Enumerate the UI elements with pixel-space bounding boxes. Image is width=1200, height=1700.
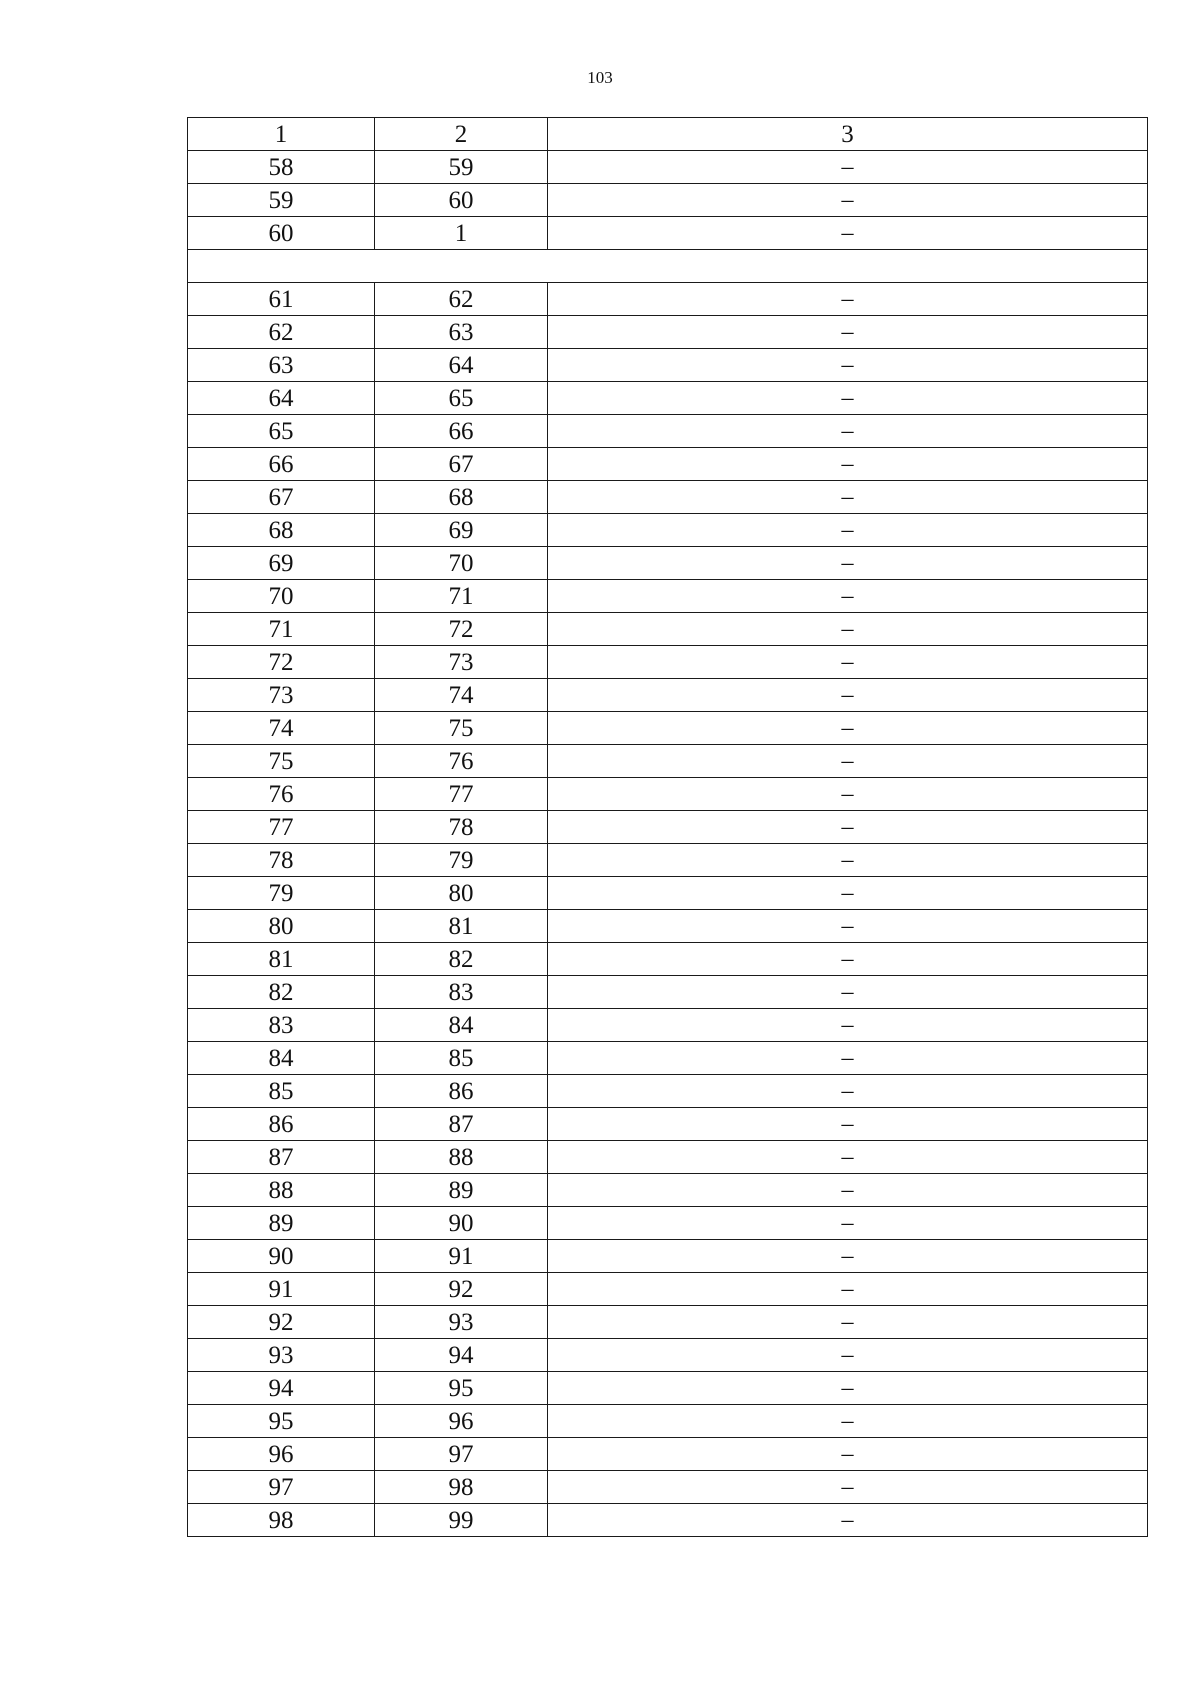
- table-cell-col-1: 71: [188, 613, 375, 646]
- table-row: [188, 1207, 1148, 1240]
- table-row: [188, 1141, 1148, 1174]
- table-cell-col-3: –: [548, 1042, 1148, 1075]
- table-row: [188, 382, 1148, 415]
- column-header-1: 1: [188, 118, 375, 151]
- table-cell-col-1: 90: [188, 1240, 375, 1273]
- table-cell-col-3: –: [548, 1372, 1148, 1405]
- table-cell-col-1: 69: [188, 547, 375, 580]
- table-row: [188, 151, 1148, 184]
- table-cell-col-3: –: [548, 151, 1148, 184]
- table-cell-col-3: –: [548, 1504, 1148, 1537]
- table-row: [188, 745, 1148, 778]
- table-row: [188, 1471, 1148, 1504]
- table-cell-col-3: –: [548, 1141, 1148, 1174]
- spacer-cell: [188, 250, 1148, 283]
- table-cell-col-2: 91: [375, 1240, 548, 1273]
- table-cell-col-3: –: [548, 943, 1148, 976]
- table-cell-col-2: 89: [375, 1174, 548, 1207]
- table-cell-col-2: 84: [375, 1009, 548, 1042]
- table-cell-col-1: 72: [188, 646, 375, 679]
- table-cell-col-1: 76: [188, 778, 375, 811]
- table-row: [188, 1273, 1148, 1306]
- table-row: [188, 646, 1148, 679]
- table-header-row: [188, 118, 1148, 151]
- table-cell-col-2: 97: [375, 1438, 548, 1471]
- table-cell-col-2: 70: [375, 547, 548, 580]
- table-cell-col-3: –: [548, 184, 1148, 217]
- table-cell-col-3: –: [548, 1405, 1148, 1438]
- table-row: [188, 1405, 1148, 1438]
- table-cell-col-2: 65: [375, 382, 548, 415]
- table-row: [188, 613, 1148, 646]
- table-row: [188, 778, 1148, 811]
- table-cell-col-2: 59: [375, 151, 548, 184]
- table-cell-col-1: 98: [188, 1504, 375, 1537]
- table-row: [188, 1339, 1148, 1372]
- table-cell-col-3: –: [548, 1471, 1148, 1504]
- table-cell-col-3: –: [548, 778, 1148, 811]
- table-row: [188, 481, 1148, 514]
- table-cell-col-3: –: [548, 811, 1148, 844]
- table-cell-col-2: 99: [375, 1504, 548, 1537]
- table-cell-col-3: –: [548, 547, 1148, 580]
- table-cell-col-3: –: [548, 613, 1148, 646]
- table-row: [188, 679, 1148, 712]
- table-cell-col-2: 69: [375, 514, 548, 547]
- table-cell-col-2: 80: [375, 877, 548, 910]
- table-cell-col-1: 74: [188, 712, 375, 745]
- table-cell-col-1: 79: [188, 877, 375, 910]
- table-cell-col-2: 87: [375, 1108, 548, 1141]
- table-row: [188, 712, 1148, 745]
- table-cell-col-1: 70: [188, 580, 375, 613]
- page-number: 103: [587, 68, 613, 87]
- table-row: [188, 1108, 1148, 1141]
- table-cell-col-3: –: [548, 1273, 1148, 1306]
- table-cell-col-1: 96: [188, 1438, 375, 1471]
- table-row: [188, 1372, 1148, 1405]
- table-cell-col-2: 85: [375, 1042, 548, 1075]
- table-cell-col-2: 68: [375, 481, 548, 514]
- table-cell-col-1: 62: [188, 316, 375, 349]
- table-cell-col-3: –: [548, 1075, 1148, 1108]
- table-cell-col-2: 88: [375, 1141, 548, 1174]
- table-cell-col-1: 81: [188, 943, 375, 976]
- table-cell-col-1: 95: [188, 1405, 375, 1438]
- table-cell-col-1: 97: [188, 1471, 375, 1504]
- table-cell-col-2: 71: [375, 580, 548, 613]
- table-cell-col-1: 63: [188, 349, 375, 382]
- table-cell-col-2: 93: [375, 1306, 548, 1339]
- table-cell-col-1: 75: [188, 745, 375, 778]
- table-cell-col-2: 94: [375, 1339, 548, 1372]
- table-row: [188, 349, 1148, 382]
- table-row: [188, 1174, 1148, 1207]
- table-cell-col-3: –: [548, 1009, 1148, 1042]
- table-cell-col-1: 78: [188, 844, 375, 877]
- table-cell-col-3: –: [548, 712, 1148, 745]
- table-cell-col-1: 61: [188, 283, 375, 316]
- table-cell-col-3: –: [548, 1438, 1148, 1471]
- table-cell-col-3: –: [548, 514, 1148, 547]
- table-cell-col-3: –: [548, 877, 1148, 910]
- column-header-2: 2: [375, 118, 548, 151]
- table-row: [188, 910, 1148, 943]
- data-table-container: [187, 117, 1147, 1537]
- table-cell-col-1: 73: [188, 679, 375, 712]
- table-cell-col-2: 82: [375, 943, 548, 976]
- table-row: [188, 1438, 1148, 1471]
- table-cell-col-2: 72: [375, 613, 548, 646]
- table-row: [188, 1075, 1148, 1108]
- table-cell-col-3: –: [548, 415, 1148, 448]
- table-cell-col-2: 95: [375, 1372, 548, 1405]
- table-row: [188, 448, 1148, 481]
- table-row: [188, 316, 1148, 349]
- table-cell-col-3: –: [548, 316, 1148, 349]
- data-table: [187, 117, 1148, 1537]
- table-cell-col-1: 83: [188, 1009, 375, 1042]
- table-cell-col-2: 66: [375, 415, 548, 448]
- table-cell-col-2: 78: [375, 811, 548, 844]
- table-cell-col-1: 94: [188, 1372, 375, 1405]
- table-row: [188, 1306, 1148, 1339]
- table-row: [188, 1504, 1148, 1537]
- table-row: [188, 184, 1148, 217]
- table-row: [188, 415, 1148, 448]
- table-cell-col-1: 87: [188, 1141, 375, 1174]
- table-cell-col-2: 92: [375, 1273, 548, 1306]
- table-cell-col-3: –: [548, 1240, 1148, 1273]
- table-cell-col-1: 93: [188, 1339, 375, 1372]
- table-row: [188, 877, 1148, 910]
- column-header-3: 3: [548, 118, 1148, 151]
- table-cell-col-3: –: [548, 1108, 1148, 1141]
- table-cell-col-2: 1: [375, 217, 548, 250]
- table-cell-col-3: –: [548, 349, 1148, 382]
- table-cell-col-1: 58: [188, 151, 375, 184]
- table-cell-col-3: –: [548, 481, 1148, 514]
- table-cell-col-1: 82: [188, 976, 375, 1009]
- table-body: [188, 118, 1148, 1537]
- table-cell-col-2: 98: [375, 1471, 548, 1504]
- table-cell-col-1: 64: [188, 382, 375, 415]
- table-row: [188, 547, 1148, 580]
- table-row: [188, 514, 1148, 547]
- table-cell-col-3: –: [548, 910, 1148, 943]
- table-cell-col-2: 60: [375, 184, 548, 217]
- table-cell-col-1: 60: [188, 217, 375, 250]
- table-cell-col-2: 83: [375, 976, 548, 1009]
- table-cell-col-1: 65: [188, 415, 375, 448]
- table-cell-col-1: 88: [188, 1174, 375, 1207]
- table-cell-col-2: 96: [375, 1405, 548, 1438]
- table-cell-col-3: –: [548, 283, 1148, 316]
- table-row: [188, 1240, 1148, 1273]
- table-cell-col-2: 77: [375, 778, 548, 811]
- table-cell-col-2: 75: [375, 712, 548, 745]
- table-cell-col-3: –: [548, 646, 1148, 679]
- table-cell-col-2: 63: [375, 316, 548, 349]
- table-row: [188, 1009, 1148, 1042]
- table-cell-col-1: 84: [188, 1042, 375, 1075]
- table-cell-col-2: 90: [375, 1207, 548, 1240]
- table-cell-col-3: –: [548, 745, 1148, 778]
- table-cell-col-1: 77: [188, 811, 375, 844]
- table-cell-col-1: 92: [188, 1306, 375, 1339]
- table-cell-col-3: –: [548, 1339, 1148, 1372]
- table-cell-col-1: 85: [188, 1075, 375, 1108]
- table-cell-col-2: 81: [375, 910, 548, 943]
- table-cell-col-3: –: [548, 217, 1148, 250]
- table-cell-col-1: 59: [188, 184, 375, 217]
- table-row: [188, 976, 1148, 1009]
- table-cell-col-1: 66: [188, 448, 375, 481]
- table-spacer-row: [188, 250, 1148, 283]
- table-cell-col-2: 74: [375, 679, 548, 712]
- table-cell-col-3: –: [548, 976, 1148, 1009]
- table-cell-col-2: 86: [375, 1075, 548, 1108]
- table-cell-col-3: –: [548, 1207, 1148, 1240]
- table-cell-col-1: 86: [188, 1108, 375, 1141]
- table-cell-col-2: 76: [375, 745, 548, 778]
- table-cell-col-3: –: [548, 679, 1148, 712]
- table-cell-col-3: –: [548, 1174, 1148, 1207]
- table-cell-col-1: 80: [188, 910, 375, 943]
- table-cell-col-2: 64: [375, 349, 548, 382]
- table-cell-col-2: 67: [375, 448, 548, 481]
- table-cell-col-3: –: [548, 382, 1148, 415]
- table-row: [188, 811, 1148, 844]
- table-cell-col-1: 89: [188, 1207, 375, 1240]
- table-cell-col-2: 79: [375, 844, 548, 877]
- table-row: [188, 580, 1148, 613]
- table-row: [188, 283, 1148, 316]
- table-cell-col-3: –: [548, 448, 1148, 481]
- table-cell-col-3: –: [548, 844, 1148, 877]
- table-row: [188, 1042, 1148, 1075]
- table-cell-col-2: 73: [375, 646, 548, 679]
- table-row: [188, 844, 1148, 877]
- table-row: [188, 217, 1148, 250]
- table-cell-col-2: 62: [375, 283, 548, 316]
- table-cell-col-1: 91: [188, 1273, 375, 1306]
- table-cell-col-1: 68: [188, 514, 375, 547]
- table-row: [188, 943, 1148, 976]
- table-cell-col-3: –: [548, 1306, 1148, 1339]
- table-cell-col-1: 67: [188, 481, 375, 514]
- table-cell-col-3: –: [548, 580, 1148, 613]
